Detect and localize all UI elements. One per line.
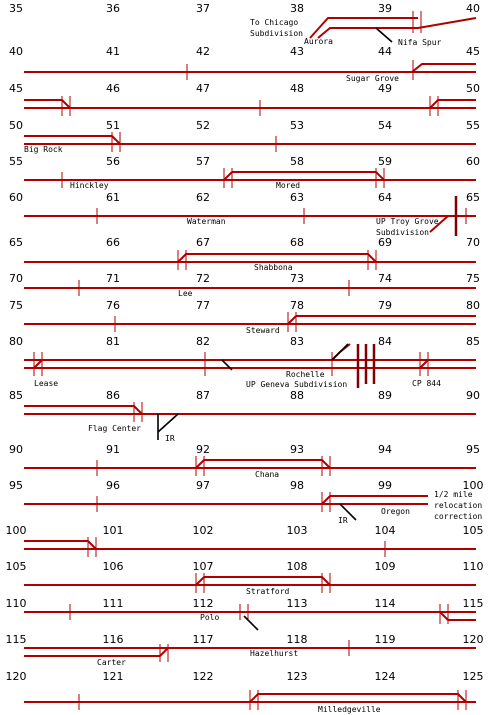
label-stratford: Stratford xyxy=(246,587,290,596)
milepost-63: 63 xyxy=(290,191,304,204)
milepost-92: 92 xyxy=(196,443,210,456)
label-chana: Chana xyxy=(255,470,280,479)
milepost-69: 69 xyxy=(378,236,392,249)
label-nifa-spur: Nifa Spur xyxy=(398,38,442,47)
milepost-50: 50 xyxy=(466,82,480,95)
milepost-38: 38 xyxy=(290,2,304,15)
milepost-110: 110 xyxy=(462,560,484,573)
milepost-40: 40 xyxy=(466,2,480,15)
milepost-119: 119 xyxy=(374,633,396,646)
milepost-40: 40 xyxy=(9,45,23,58)
milepost-35: 35 xyxy=(9,2,23,15)
milepost-45: 45 xyxy=(9,82,23,95)
milepost-96: 96 xyxy=(106,479,120,492)
label-polo: Polo xyxy=(200,613,220,622)
label-to-chicago-line2: Subdivision xyxy=(250,29,303,38)
milepost-101: 101 xyxy=(102,524,124,537)
row-45-50-track xyxy=(24,96,476,116)
milepost-76: 76 xyxy=(106,299,120,312)
milepost-98: 98 xyxy=(290,479,304,492)
milepost-56: 56 xyxy=(106,155,120,168)
milepost-41: 41 xyxy=(106,45,120,58)
label-shabbona: Shabbona xyxy=(254,263,293,272)
milepost-50: 50 xyxy=(9,119,23,132)
label-waterman: Waterman xyxy=(187,217,226,226)
milepost-77: 77 xyxy=(196,299,210,312)
label-rochelle: Rochelle xyxy=(286,370,325,379)
milepost-68: 68 xyxy=(290,236,304,249)
milepost-43: 43 xyxy=(290,45,304,58)
milepost-46: 46 xyxy=(106,82,120,95)
milepost-115: 115 xyxy=(5,633,27,646)
label-hinckley: Hinckley xyxy=(70,181,109,190)
milepost-80: 80 xyxy=(466,299,480,312)
milepost-113: 113 xyxy=(286,597,308,610)
label-up-troy-grove-line2: Subdivision xyxy=(376,228,429,237)
label-mored: Mored xyxy=(276,181,301,190)
milepost-122: 122 xyxy=(192,670,214,683)
milepost-81: 81 xyxy=(106,335,120,348)
milepost-95: 95 xyxy=(466,443,480,456)
milepost-55: 55 xyxy=(466,119,480,132)
row-95-100-track xyxy=(24,492,428,520)
row-85-90-track xyxy=(24,402,476,440)
row-110-115-track xyxy=(24,604,476,630)
milepost-labels xyxy=(6,2,484,683)
milepost-67: 67 xyxy=(196,236,210,249)
milepost-79: 79 xyxy=(378,299,392,312)
milepost-120: 120 xyxy=(5,670,27,683)
milepost-80: 80 xyxy=(9,335,23,348)
label-hazelhurst: Hazelhurst xyxy=(250,649,299,658)
milepost-64: 64 xyxy=(378,191,392,204)
milepost-120: 120 xyxy=(462,633,484,646)
milepost-45: 45 xyxy=(466,45,480,58)
label-ir-1: IR xyxy=(165,434,175,443)
milepost-124: 124 xyxy=(374,670,396,683)
label-steward: Steward xyxy=(246,326,280,335)
milepost-93: 93 xyxy=(290,443,304,456)
label-to-chicago-line1: To Chicago xyxy=(250,18,299,27)
milepost-55: 55 xyxy=(9,155,23,168)
milepost-84: 84 xyxy=(378,335,392,348)
milepost-54: 54 xyxy=(378,119,392,132)
milepost-47: 47 xyxy=(196,82,210,95)
milepost-111: 111 xyxy=(102,597,124,610)
milepost-36: 36 xyxy=(106,2,120,15)
row-40-45-track xyxy=(24,60,476,80)
milepost-91: 91 xyxy=(106,443,120,456)
milepost-86: 86 xyxy=(106,389,120,402)
milepost-65: 65 xyxy=(9,236,23,249)
milepost-109: 109 xyxy=(374,560,396,573)
milepost-75: 75 xyxy=(466,272,480,285)
milepost-110: 110 xyxy=(5,597,27,610)
milepost-97: 97 xyxy=(196,479,210,492)
milepost-125: 125 xyxy=(462,670,484,683)
row-120-125-track xyxy=(24,690,476,710)
label-oregon: Oregon xyxy=(381,507,410,516)
milepost-82: 82 xyxy=(196,335,210,348)
milepost-48: 48 xyxy=(290,82,304,95)
milepost-70: 70 xyxy=(9,272,23,285)
label-carter: Carter xyxy=(97,658,126,667)
milepost-62: 62 xyxy=(196,191,210,204)
milepost-61: 61 xyxy=(106,191,120,204)
label-up-geneva: UP Geneva Subdivision xyxy=(246,380,348,389)
milepost-65: 65 xyxy=(466,191,480,204)
milepost-59: 59 xyxy=(378,155,392,168)
label-sugar-grove: Sugar Grove xyxy=(346,74,399,83)
milepost-78: 78 xyxy=(290,299,304,312)
label-flag-center: Flag Center xyxy=(88,424,141,433)
milepost-49: 49 xyxy=(378,82,392,95)
milepost-60: 60 xyxy=(9,191,23,204)
milepost-39: 39 xyxy=(378,2,392,15)
milepost-90: 90 xyxy=(9,443,23,456)
milepost-85: 85 xyxy=(9,389,23,402)
milepost-90: 90 xyxy=(466,389,480,402)
milepost-103: 103 xyxy=(286,524,308,537)
milepost-66: 66 xyxy=(106,236,120,249)
milepost-121: 121 xyxy=(102,670,124,683)
milepost-114: 114 xyxy=(374,597,396,610)
milepost-42: 42 xyxy=(196,45,210,58)
milepost-37: 37 xyxy=(196,2,210,15)
label-cp-844: CP 844 xyxy=(412,379,441,388)
milepost-116: 116 xyxy=(102,633,124,646)
milepost-105: 105 xyxy=(5,560,27,573)
milepost-83: 83 xyxy=(290,335,304,348)
milepost-74: 74 xyxy=(378,272,392,285)
milepost-99: 99 xyxy=(378,479,392,492)
milepost-117: 117 xyxy=(192,633,214,646)
row-50-55-track xyxy=(24,132,476,152)
milepost-112: 112 xyxy=(192,597,214,610)
milepost-58: 58 xyxy=(290,155,304,168)
milepost-123: 123 xyxy=(286,670,308,683)
milepost-57: 57 xyxy=(196,155,210,168)
milepost-89: 89 xyxy=(378,389,392,402)
milepost-85: 85 xyxy=(466,335,480,348)
milepost-75: 75 xyxy=(9,299,23,312)
milepost-95: 95 xyxy=(9,479,23,492)
milepost-108: 108 xyxy=(286,560,308,573)
row-65-70-track xyxy=(24,250,476,270)
label-big-rock: Big Rock xyxy=(24,145,63,154)
milepost-115: 115 xyxy=(462,597,484,610)
milepost-44: 44 xyxy=(378,45,392,58)
milepost-53: 53 xyxy=(290,119,304,132)
label-relocation-line3: correction xyxy=(434,512,483,521)
label-relocation-line2: relocation xyxy=(434,501,483,510)
milepost-60: 60 xyxy=(466,155,480,168)
milepost-52: 52 xyxy=(196,119,210,132)
label-up-troy-grove-line1: UP Troy Grove xyxy=(376,217,439,226)
label-ir-2: IR xyxy=(338,516,348,525)
milepost-104: 104 xyxy=(374,524,396,537)
milepost-105: 105 xyxy=(462,524,484,537)
milepost-71: 71 xyxy=(106,272,120,285)
milepost-94: 94 xyxy=(378,443,392,456)
label-lee: Lee xyxy=(178,289,193,298)
milepost-70: 70 xyxy=(466,236,480,249)
milepost-51: 51 xyxy=(106,119,120,132)
milepost-106: 106 xyxy=(102,560,124,573)
row-70-75-track xyxy=(24,280,476,296)
milepost-118: 118 xyxy=(286,633,308,646)
milepost-100: 100 xyxy=(462,479,484,492)
milepost-107: 107 xyxy=(192,560,214,573)
milepost-102: 102 xyxy=(192,524,214,537)
label-lease: Lease xyxy=(34,379,59,388)
label-milledgeville: Milledgeville xyxy=(318,705,381,714)
milepost-87: 87 xyxy=(196,389,210,402)
milepost-100: 100 xyxy=(5,524,27,537)
row-35-40-track xyxy=(310,11,476,42)
row-90-95-track xyxy=(24,456,476,476)
row-100-105-track xyxy=(24,537,476,557)
label-aurora: Aurora xyxy=(304,37,333,46)
milepost-88: 88 xyxy=(290,389,304,402)
milepost-72: 72 xyxy=(196,272,210,285)
milepost-73: 73 xyxy=(290,272,304,285)
label-relocation-line1: 1/2 mile xyxy=(434,490,473,499)
